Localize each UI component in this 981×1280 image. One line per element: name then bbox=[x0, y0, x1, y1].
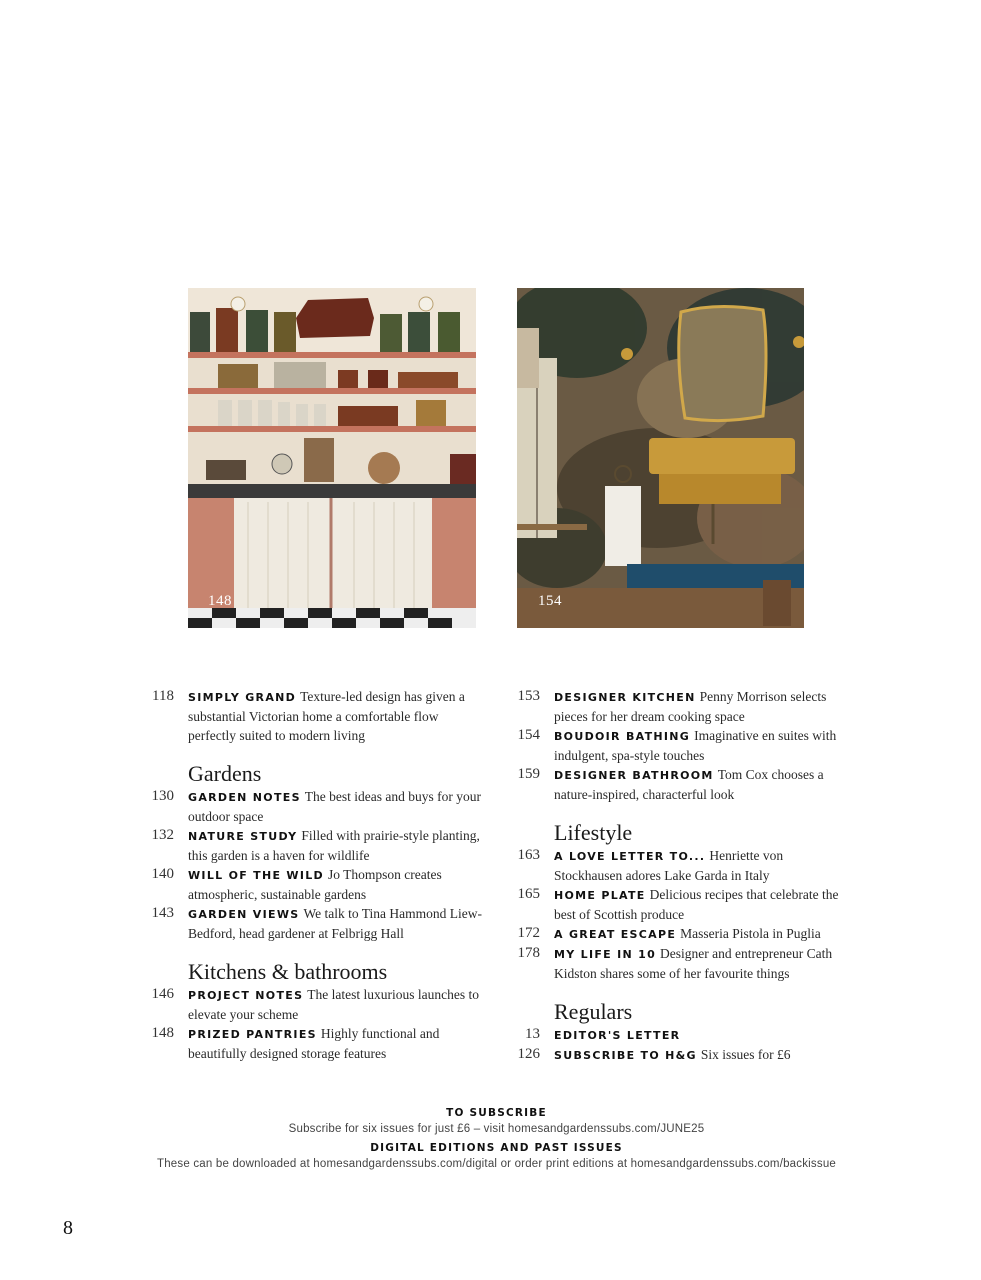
contents-entry[interactable] bbox=[512, 687, 852, 726]
entry-description: Highly functional and beautifully designed storage features bbox=[188, 1026, 440, 1061]
entry-page-number: 143 bbox=[151, 905, 174, 921]
subscribe-heading: TO SUBSCRIBE bbox=[446, 1107, 547, 1119]
subscribe-info bbox=[0, 1106, 981, 1176]
entry-description: Six issues for £6 bbox=[700, 1047, 791, 1062]
pantry-illustration bbox=[188, 288, 476, 628]
digital-editions-text[interactable]: These can be downloaded at homesandgardenssubs.com/digital or order print editions at homesandgardenssubs.com/backissue bbox=[156, 1158, 837, 1170]
entry-page-number: 178 bbox=[517, 945, 540, 961]
contents-entry[interactable] bbox=[512, 765, 852, 804]
entry-page-number: 132 bbox=[151, 827, 174, 843]
entry-description: We talk to Tina Hammond Liew-Bedford, head gardener at Felbrigg Hall bbox=[188, 906, 482, 941]
entry-title: GARDEN NOTES bbox=[188, 791, 301, 804]
section-heading-kitchens-bathrooms: Kitchens & bathrooms bbox=[188, 959, 388, 984]
entry-page-number: 154 bbox=[517, 727, 540, 743]
entry-description: Jo Thompson creates atmospheric, sustainable gardens bbox=[188, 867, 442, 902]
entry-description: Filled with prairie-style planting, this garden is a haven for wildlife bbox=[188, 828, 480, 863]
contents-entry[interactable] bbox=[146, 904, 482, 943]
entry-page-number: 148 bbox=[151, 1025, 174, 1041]
entry-title: A LOVE LETTER TO... bbox=[554, 850, 706, 863]
entry-title: SUBSCRIBE TO H&G bbox=[554, 1049, 697, 1062]
entry-title: PROJECT NOTES bbox=[188, 989, 304, 1002]
entry-title: PRIZED PANTRIES bbox=[188, 1028, 317, 1041]
entry-page-number: 126 bbox=[517, 1046, 540, 1062]
entry-description: Imaginative en suites with indulgent, spa-style touches bbox=[554, 728, 837, 763]
entry-description: Designer and entrepreneur Cath Kidston shares some of her favourite things bbox=[554, 946, 833, 981]
contents-entry[interactable] bbox=[512, 924, 852, 944]
entry-title: DESIGNER BATHROOM bbox=[554, 769, 714, 782]
contents-entry[interactable] bbox=[146, 687, 482, 745]
photo-page-number: 148 bbox=[208, 593, 232, 609]
entry-page-number: 153 bbox=[517, 688, 540, 704]
entry-page-number: 159 bbox=[517, 766, 540, 782]
entry-page-number: 165 bbox=[517, 886, 540, 902]
contents-entry[interactable] bbox=[512, 885, 852, 924]
bathroom-illustration bbox=[517, 288, 804, 628]
contents-entry[interactable] bbox=[512, 846, 852, 885]
entry-title: SIMPLY GRAND bbox=[188, 691, 297, 704]
bathroom-photo bbox=[517, 288, 804, 628]
entry-page-number: 13 bbox=[525, 1026, 540, 1042]
entry-description: Masseria Pistola in Puglia bbox=[680, 926, 821, 941]
entry-page-number: 172 bbox=[517, 925, 540, 941]
entry-description: Delicious recipes that celebrate the best of Scottish produce bbox=[554, 887, 839, 922]
contents-entry[interactable] bbox=[512, 1045, 852, 1065]
entry-title: WILL OF THE WILD bbox=[188, 869, 324, 882]
entry-description: Texture-led design has given a substantial Victorian home a comfortable flow perfectly suited to modern living bbox=[188, 689, 465, 743]
entry-title: BOUDOIR BATHING bbox=[554, 730, 691, 743]
entry-page-number: 146 bbox=[151, 986, 174, 1002]
entry-description: The best ideas and buys for your outdoor space bbox=[188, 789, 482, 824]
entry-title: A GREAT ESCAPE bbox=[554, 928, 677, 941]
pantry-photo bbox=[188, 288, 476, 628]
section-heading-lifestyle: Lifestyle bbox=[554, 820, 633, 845]
contents-entry[interactable] bbox=[512, 1025, 852, 1045]
entry-title: NATURE STUDY bbox=[188, 830, 298, 843]
section-heading-gardens: Gardens bbox=[188, 761, 262, 786]
entry-page-number: 130 bbox=[151, 788, 174, 804]
entry-page-number: 140 bbox=[151, 866, 174, 882]
contents-left-column bbox=[146, 687, 482, 1063]
entry-title: GARDEN VIEWS bbox=[188, 908, 300, 921]
entry-description: Penny Morrison selects pieces for her dream cooking space bbox=[554, 689, 827, 724]
entry-title: HOME PLATE bbox=[554, 889, 646, 902]
contents-entry[interactable] bbox=[146, 787, 482, 826]
contents-entry[interactable] bbox=[146, 865, 482, 904]
entry-title: MY LIFE IN 10 bbox=[554, 948, 657, 961]
contents-entry[interactable] bbox=[512, 944, 852, 983]
entry-title: DESIGNER KITCHEN bbox=[554, 691, 696, 704]
entry-page-number: 163 bbox=[517, 847, 540, 863]
entry-description: Tom Cox chooses a nature-inspired, characterful look bbox=[554, 767, 824, 802]
subscribe-text[interactable]: Subscribe for six issues for just £6 – visit homesandgardenssubs.com/JUNE25 bbox=[288, 1123, 705, 1135]
contents-right-column bbox=[512, 687, 852, 1065]
section-heading-regulars: Regulars bbox=[554, 999, 633, 1024]
contents-entry[interactable] bbox=[146, 826, 482, 865]
page-folio: 8 bbox=[63, 1217, 73, 1239]
digital-editions-heading: DIGITAL EDITIONS AND PAST ISSUES bbox=[370, 1142, 623, 1154]
entry-title: EDITOR'S LETTER bbox=[554, 1029, 681, 1042]
contents-entry[interactable] bbox=[146, 1024, 482, 1063]
photo-page-number: 154 bbox=[538, 593, 562, 609]
contents-entry[interactable] bbox=[146, 985, 482, 1024]
entry-description: The latest luxurious launches to elevate your scheme bbox=[188, 987, 480, 1022]
entry-page-number: 118 bbox=[152, 688, 174, 704]
contents-entry[interactable] bbox=[512, 726, 852, 765]
entry-description: Henriette von Stockhausen adores Lake Garda in Italy bbox=[554, 848, 784, 883]
